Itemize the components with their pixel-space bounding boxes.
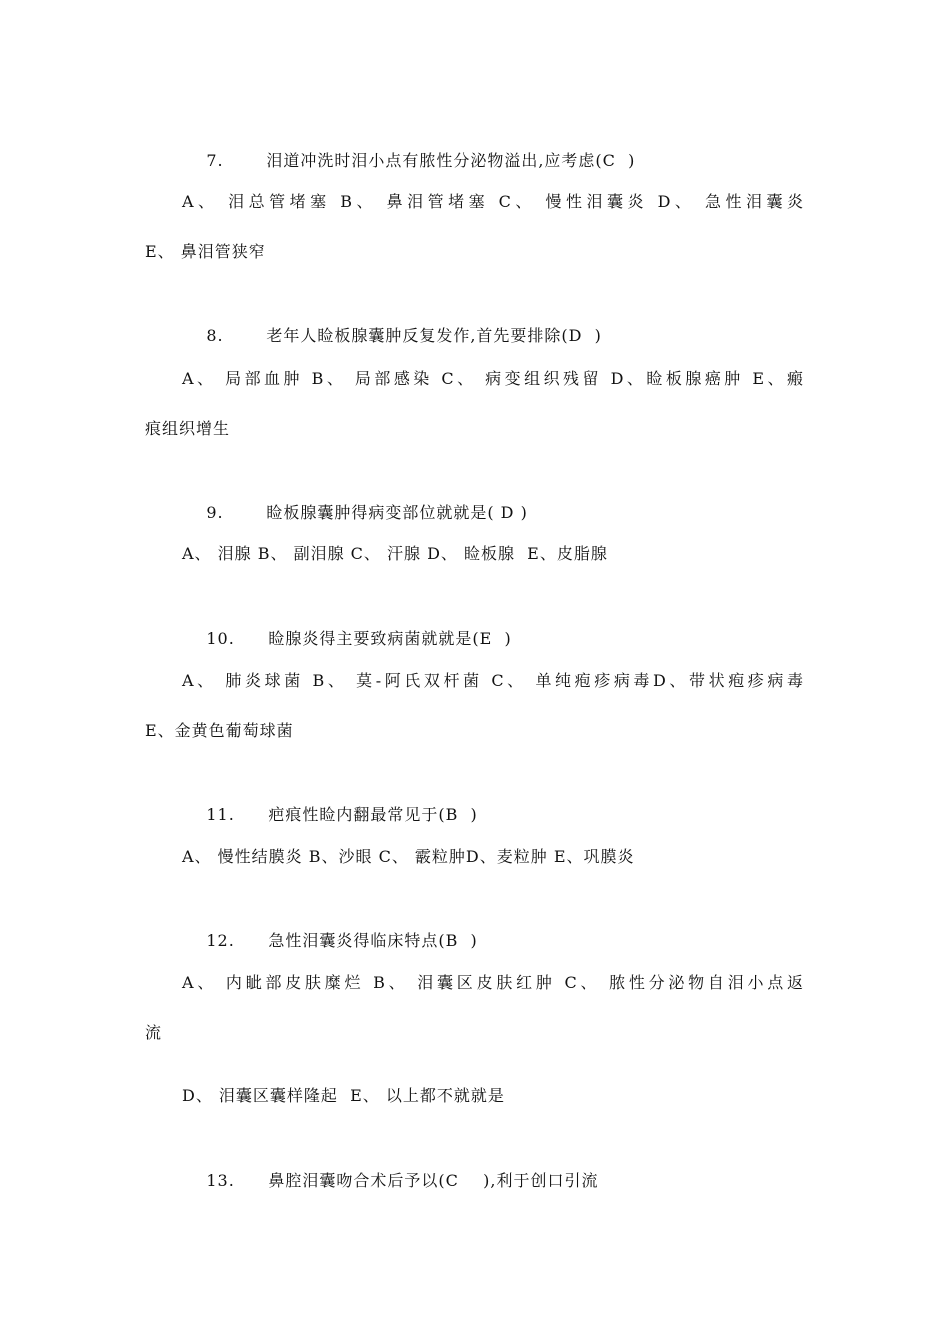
question-number: 13. <box>206 1171 235 1190</box>
question-number: 7. <box>206 151 224 170</box>
question-number: 11. <box>206 805 235 824</box>
question-stem: 睑板腺囊肿得病变部位就就是( D ) <box>266 503 528 522</box>
question-10-options-continued: E、金黄色葡萄球菌 <box>145 721 294 740</box>
question-stem: 老年人睑板腺囊肿反复发作,首先要排除(D ) <box>266 326 602 345</box>
question-stem: 疤痕性睑内翻最常见于(B ) <box>268 805 478 824</box>
question-number: 10. <box>206 629 235 648</box>
question-8-options: A、 局部血肿 B、 局部感染 C、 病变组织残留 D、睑板腺癌肿 E、瘢 <box>182 369 804 388</box>
question-7-options-continued: E、 鼻泪管狭窄 <box>145 242 266 261</box>
question-10 <box>182 606 512 672</box>
question-9-options: A、 泪腺 B、 副泪腺 C、 汗腺 D、 睑板腺 E、皮脂腺 <box>182 544 608 563</box>
question-number: 12. <box>206 931 235 950</box>
question-stem: 睑腺炎得主要致病菌就就是(E ) <box>268 629 512 648</box>
question-12-options: A、 内眦部皮肤糜烂 B、 泪囊区皮肤红肿 C、 脓性分泌物自泪小点返 <box>182 973 804 992</box>
question-11-options: A、 慢性结膜炎 B、沙眼 C、 霰粒肿D、麦粒肿 E、巩膜炎 <box>182 847 635 866</box>
question-13 <box>182 1148 599 1214</box>
question-12 <box>182 908 478 974</box>
question-8 <box>182 303 602 369</box>
question-stem: 泪道冲洗时泪小点有脓性分泌物溢出,应考虑(C ) <box>266 151 636 170</box>
question-stem: 鼻腔泪囊吻合术后予以(C ),利于创口引流 <box>268 1171 599 1190</box>
question-12-options-extra: D、 泪囊区囊样隆起 E、 以上都不就就是 <box>182 1086 505 1105</box>
question-7 <box>182 128 635 194</box>
question-10-options: A、 肺炎球菌 B、 莫-阿氏双杆菌 C、 单纯疱疹病毒D、带状疱疹病毒 <box>182 671 804 690</box>
question-11 <box>182 782 478 848</box>
question-7-options: A、 泪总管堵塞 B、 鼻泪管堵塞 C、 慢性泪囊炎 D、 急性泪囊炎 <box>182 192 804 211</box>
question-stem: 急性泪囊炎得临床特点(B ) <box>268 931 478 950</box>
question-8-options-continued: 痕组织增生 <box>145 419 231 438</box>
question-number: 9. <box>206 503 224 522</box>
question-number: 8. <box>206 326 224 345</box>
question-12-options-continued: 流 <box>145 1023 163 1042</box>
question-9 <box>182 480 528 546</box>
